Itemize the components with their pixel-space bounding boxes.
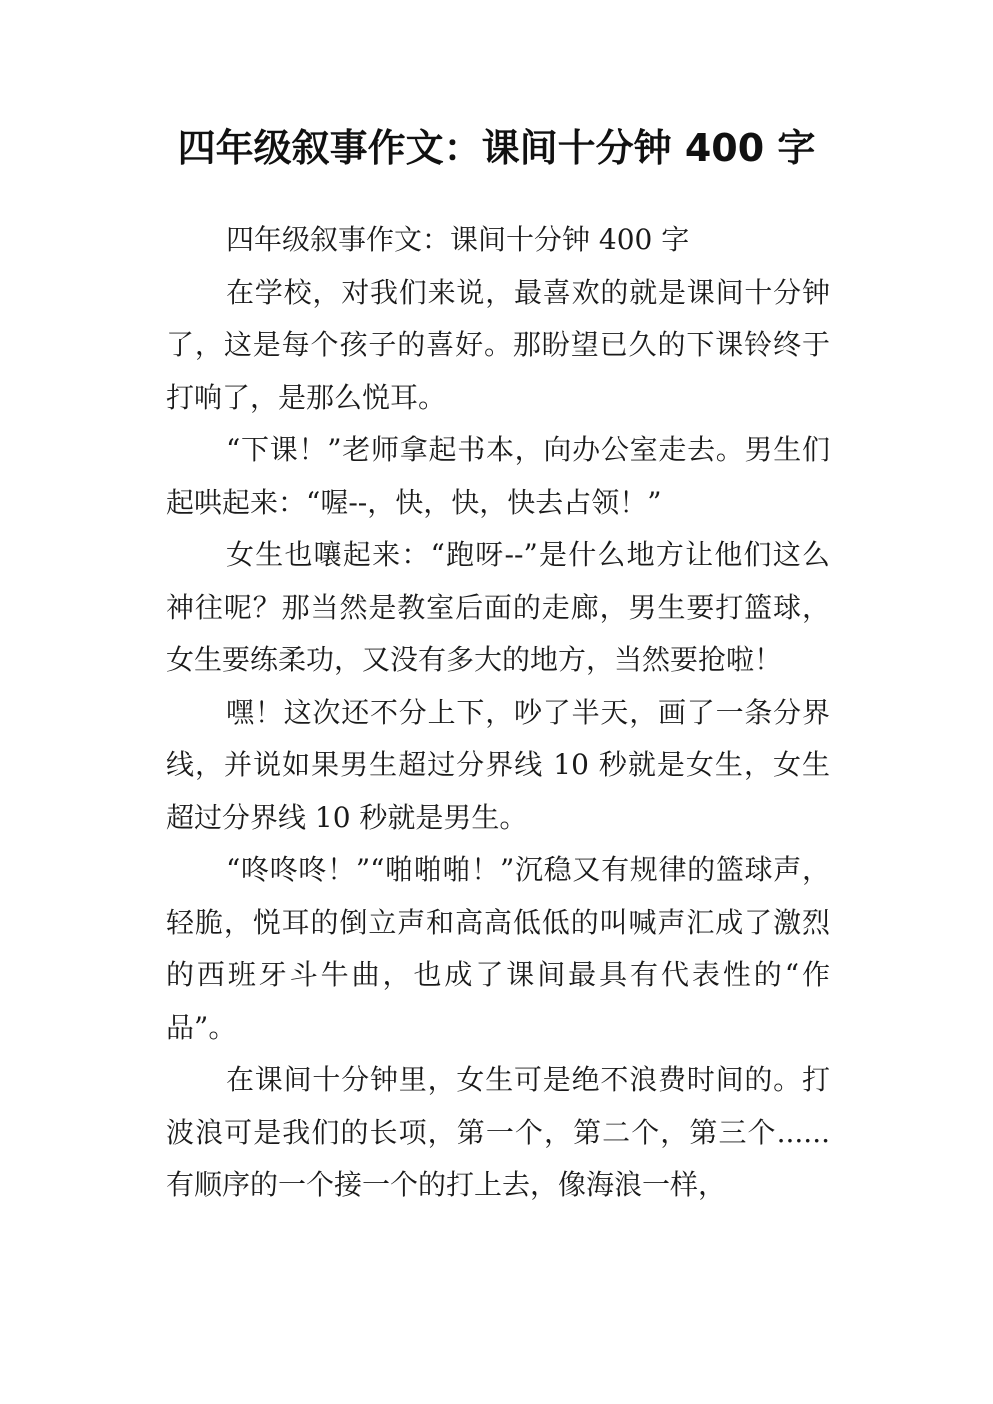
paragraph-subtitle: 四年级叙事作文：课间十分钟 400 字: [226, 223, 690, 256]
paragraph: 嘿！这次还不分上下，吵了半天，画了一条分界线，并说如果男生超过分界线 10 秒就是女生，女生超过分界线 10 秒就是男生。: [166, 695, 830, 834]
paragraph: 在课间十分钟里，女生可是绝不浪费时间的。打波浪可是我们的长项，第一个，第二个，第三个......有顺序的一个接一个的打上去，像海浪一样，: [166, 1063, 830, 1201]
document-body: [166, 214, 830, 1212]
paragraph: “咚咚咚！”“啪啪啪！”沉稳又有规律的篮球声，轻脆，悦耳的倒立声和高高低低的叫喊声汇成了激烈的西班牙斗牛曲，也成了课间最具有代表性的“作品”。: [166, 853, 830, 1044]
document-title: 四年级叙事作文：课间十分钟 400 字: [177, 126, 816, 170]
paragraph: 在学校，对我们来说，最喜欢的就是课间十分钟了，这是每个孩子的喜好。那盼望已久的下课铃终于打响了，是那么悦耳。: [166, 275, 830, 414]
paragraph: “下课！”老师拿起书本，向办公室走去。男生们起哄起来：“喔--，快，快，快去占领！”: [166, 433, 830, 519]
paragraph: 女生也嚷起来：“跑呀--”是什么地方让他们这么神往呢？那当然是教室后面的走廊，男生要打篮球，女生要练柔功，又没有多大的地方，当然要抢啦！: [166, 538, 830, 676]
